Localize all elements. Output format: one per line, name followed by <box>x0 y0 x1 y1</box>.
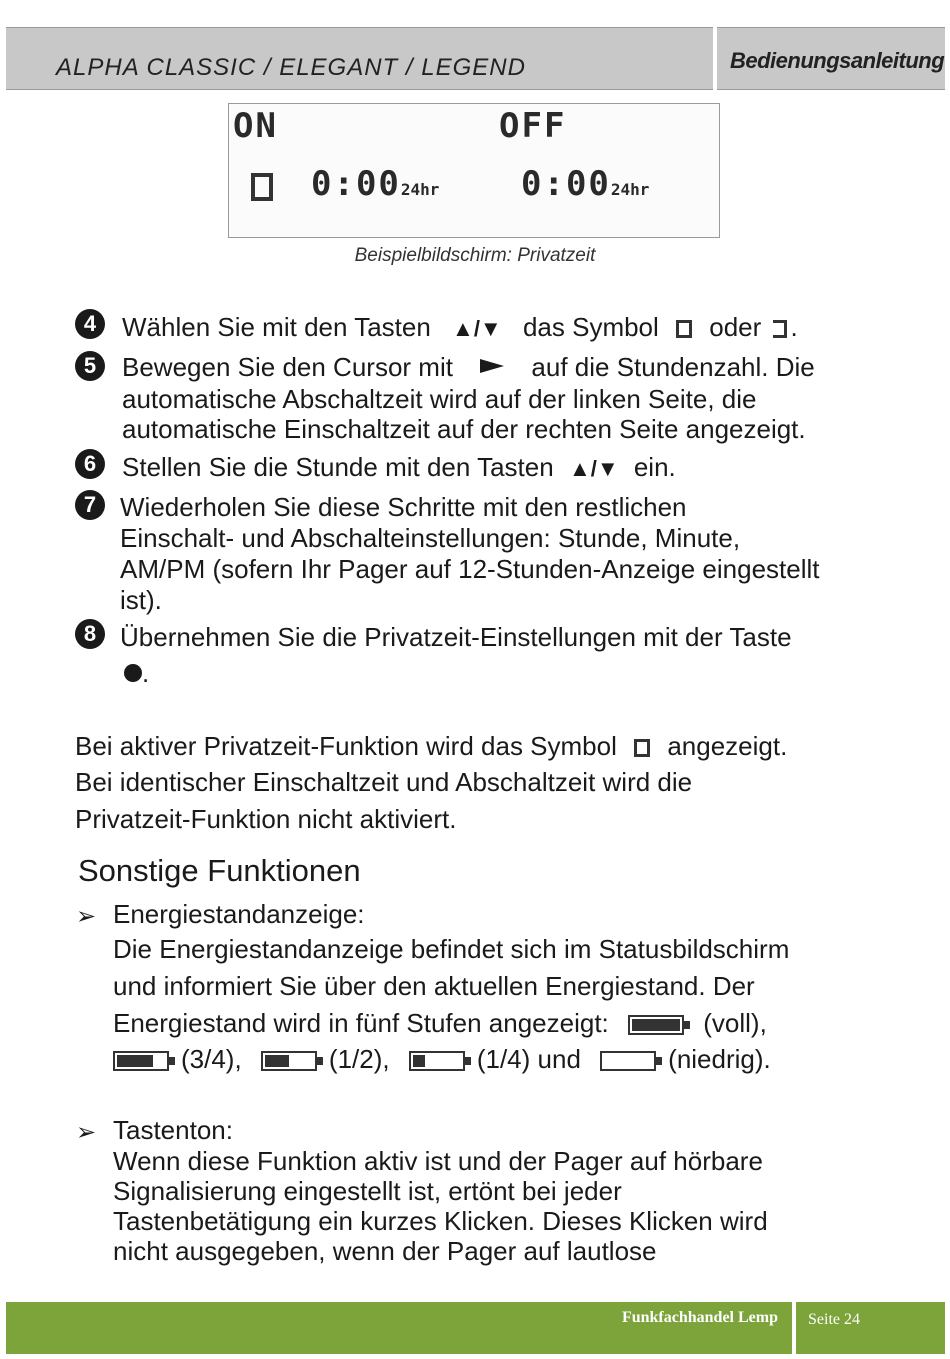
battery-low-icon <box>600 1051 656 1071</box>
paragraph-line-3: Privatzeit-Funktion nicht aktiviert. <box>75 804 457 834</box>
step-4-text: Wählen Sie mit den Tasten ▲/▼ das Symbol oder . <box>122 312 798 342</box>
keytone-line-1: Wenn diese Funktion aktiv ist und der Pager auf hörbare <box>113 1146 763 1176</box>
privacy-off-symbol-icon <box>773 320 787 338</box>
keytone-line-2: Signalisierung eingestellt ist, ertönt bei jeder <box>113 1176 622 1206</box>
energy-title: Energiestandanzeige: <box>113 899 365 929</box>
step-number: 5 <box>75 351 105 381</box>
pager-screen <box>228 103 720 238</box>
bullet-arrow-icon: ➢ <box>76 1119 97 1146</box>
screen-off-time: 0:0024hr <box>521 164 650 204</box>
keytone-title: Tastenton: <box>113 1115 233 1145</box>
step-8-line-2: . <box>124 658 149 689</box>
step-7-line-4: ist). <box>120 585 162 615</box>
bullet-arrow-icon: ➢ <box>76 903 97 930</box>
header-doc-type: Bedienungsanleitung <box>730 48 945 73</box>
step-5-line-1: Bewegen Sie den Cursor mit auf die Stundenzahl. Die <box>122 352 815 382</box>
header-title: ALPHA CLASSIC / ELEGANT / LEGEND <box>56 54 526 81</box>
paragraph-line-1: Bei aktiver Privatzeit-Funktion wird das Symbol angezeigt. <box>75 731 788 761</box>
privacy-icon <box>249 168 275 208</box>
screen-on-time: 0:0024hr <box>311 164 440 204</box>
step-6-text: Stellen Sie die Stunde mit den Tasten ▲/▼ ein. <box>122 452 676 482</box>
right-arrow-key-icon <box>480 359 504 373</box>
screen-off-label: OFF <box>499 106 567 146</box>
step-number: 6 <box>75 449 105 479</box>
screen-caption: Beispielbildschirm: Privatzeit <box>354 245 596 266</box>
footer-company: Funkfachhandel Lemp <box>621 1309 778 1326</box>
footer-company-bar <box>6 1302 792 1354</box>
energy-line-3: Energiestand wird in fünf Stufen angezeigt: (voll), <box>113 1008 767 1038</box>
battery-quarter-icon <box>409 1051 465 1071</box>
step-5-line-3: automatische Einschaltzeit auf der rechten Seite angezeigt. <box>122 414 806 444</box>
step-7-line-3: AM/PM (sofern Ihr Pager auf 12-Stunden-Anzeige eingestellt <box>120 554 820 584</box>
section-heading: Sonstige Funktionen <box>78 853 361 888</box>
footer-page-bar <box>796 1302 945 1354</box>
up-down-keys-icon: ▲/▼ <box>452 316 502 341</box>
battery-three-quarter-icon <box>113 1051 169 1071</box>
keytone-line-4: nicht ausgegeben, wenn der Pager auf lautlose <box>113 1236 657 1266</box>
up-down-keys-icon: ▲/▼ <box>568 456 619 481</box>
step-7-line-1: Wiederholen Sie diese Schritte mit den restlichen <box>120 492 687 522</box>
keytone-line-3: Tastenbetätigung ein kurzes Klicken. Dieses Klicken wird <box>113 1206 768 1236</box>
header-doc-type-bar <box>717 27 945 90</box>
step-number: 7 <box>75 490 105 520</box>
privacy-symbol-icon <box>676 320 692 338</box>
privacy-symbol-icon <box>634 739 650 757</box>
footer-page-number: Seite 24 <box>808 1311 860 1328</box>
energy-line-1: Die Energiestandanzeige befindet sich im Statusbildschirm <box>113 934 790 964</box>
step-number: 4 <box>75 309 105 339</box>
battery-full-icon <box>628 1015 684 1035</box>
select-key-icon <box>124 664 142 682</box>
step-number: 8 <box>75 619 105 649</box>
screen-on-label: ON <box>233 106 278 146</box>
screen-off-hr: 24hr <box>610 180 650 199</box>
energy-line-4: (3/4), (1/2), (1/4) und (niedrig). <box>113 1044 771 1075</box>
paragraph-line-2: Bei identischer Einschaltzeit und Abschaltzeit wird die <box>75 767 693 797</box>
header-title-bar <box>6 27 713 90</box>
screen-on-hr: 24hr <box>400 180 440 199</box>
step-7-line-2: Einschalt- und Abschalteinstellungen: Stunde, Minute, <box>120 523 741 553</box>
step-8-line-1: Übernehmen Sie die Privatzeit-Einstellungen mit der Taste <box>120 622 792 652</box>
step-5-line-2: automatische Abschaltzeit wird auf der linken Seite, die <box>122 384 757 414</box>
battery-half-icon <box>261 1051 317 1071</box>
energy-line-2: und informiert Sie über den aktuellen Energiestand. Der <box>113 971 755 1001</box>
